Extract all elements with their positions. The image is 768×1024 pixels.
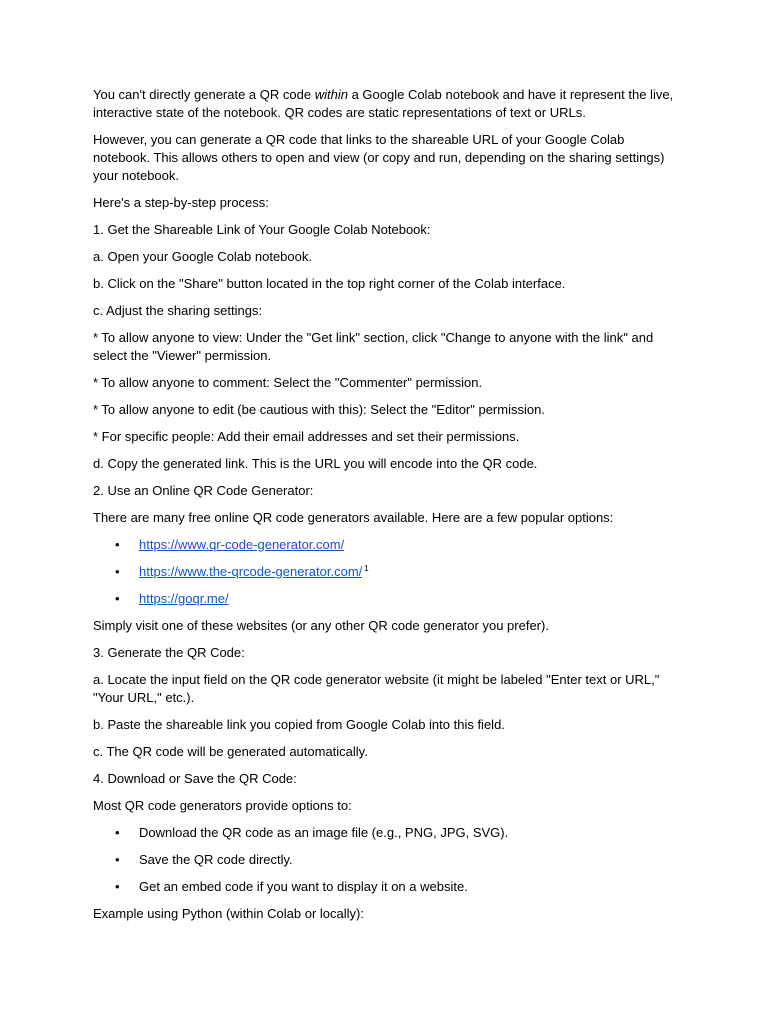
step3-c: c. The QR code will be generated automatically.: [93, 744, 368, 759]
step2-intro: There are many free online QR code generators available. Here are a few popular options:: [93, 510, 614, 525]
step1-a: a. Open your Google Colab notebook.: [93, 249, 312, 264]
bullet-icon: •: [115, 879, 120, 894]
intro-paragraph-3: Here's a step-by-step process:: [93, 195, 269, 210]
step1-option-comment: * To allow anyone to comment: Select the "Commenter" permission.: [93, 375, 483, 390]
list-item: [93, 536, 683, 554]
bullet-icon: •: [115, 852, 120, 867]
document-page: [93, 86, 683, 932]
link-the-qrcode-generator[interactable]: https://www.the-qrcode-generator.com/: [139, 564, 363, 579]
intro-paragraph-2: However, you can generate a QR code that links to the shareable URL of your Google Colab notebook. This allows others to open and view (or copy and run, depending on the sharing settings) your notebook.: [93, 132, 665, 183]
step3-heading: 3. Generate the QR Code:: [93, 645, 245, 660]
list-item: [93, 878, 683, 896]
example-heading: Example using Python (within Colab or locally):: [93, 906, 364, 921]
step1-option-edit: * To allow anyone to edit (be cautious with this): Select the "Editor" permission.: [93, 402, 545, 417]
intro-paragraph-1: [93, 86, 683, 122]
link-goqr[interactable]: https://goqr.me/: [139, 591, 229, 606]
step4-heading: 4. Download or Save the QR Code:: [93, 771, 297, 786]
intro-text: You can't directly generate a QR code: [93, 87, 315, 102]
step1-option-view: * To allow anyone to view: Under the "Get link" section, click "Change to anyone with the link" and select the "Viewer" permission.: [93, 330, 654, 363]
step1-c: c. Adjust the sharing settings:: [93, 303, 263, 318]
list-item-text: Get an embed code if you want to display it on a website.: [139, 879, 468, 894]
step2-outro: Simply visit one of these websites (or any other QR code generator you prefer).: [93, 618, 549, 633]
bullet-icon: •: [115, 825, 120, 840]
list-item-text: Save the QR code directly.: [139, 852, 293, 867]
list-item-text: Download the QR code as an image file (e.g., PNG, JPG, SVG).: [139, 825, 509, 840]
list-item: [93, 824, 683, 842]
citation-ref[interactable]: 1: [364, 563, 369, 573]
list-item: [93, 563, 683, 581]
step3-a: a. Locate the input field on the QR code generator website (it might be labeled "Enter text or URL," "Your URL," etc.).: [93, 672, 660, 705]
step4-intro: Most QR code generators provide options to:: [93, 798, 352, 813]
intro-text-rest: a Google Colab notebook and have it represent the live, interactive state of the notebook. QR codes are static representations of text or URLs.: [93, 87, 674, 120]
list-item: [93, 851, 683, 869]
bullet-icon: •: [115, 537, 120, 552]
step3-b: b. Paste the shareable link you copied from Google Colab into this field.: [93, 717, 505, 732]
list-item: [93, 590, 683, 608]
step2-heading: 2. Use an Online QR Code Generator:: [93, 483, 314, 498]
bullet-icon: •: [115, 591, 120, 606]
save-options-list: [93, 824, 683, 896]
bullet-icon: •: [115, 564, 120, 579]
step1-heading: 1. Get the Shareable Link of Your Google Colab Notebook:: [93, 222, 431, 237]
step1-option-specific: * For specific people: Add their email addresses and set their permissions.: [93, 429, 520, 444]
step1-b: b. Click on the "Share" button located in the top right corner of the Colab interface.: [93, 276, 566, 291]
link-qr-code-generator[interactable]: https://www.qr-code-generator.com/: [139, 537, 345, 552]
emphasis-within: within: [314, 87, 348, 102]
generator-link-list: [93, 536, 683, 608]
step1-d: d. Copy the generated link. This is the URL you will encode into the QR code.: [93, 456, 538, 471]
